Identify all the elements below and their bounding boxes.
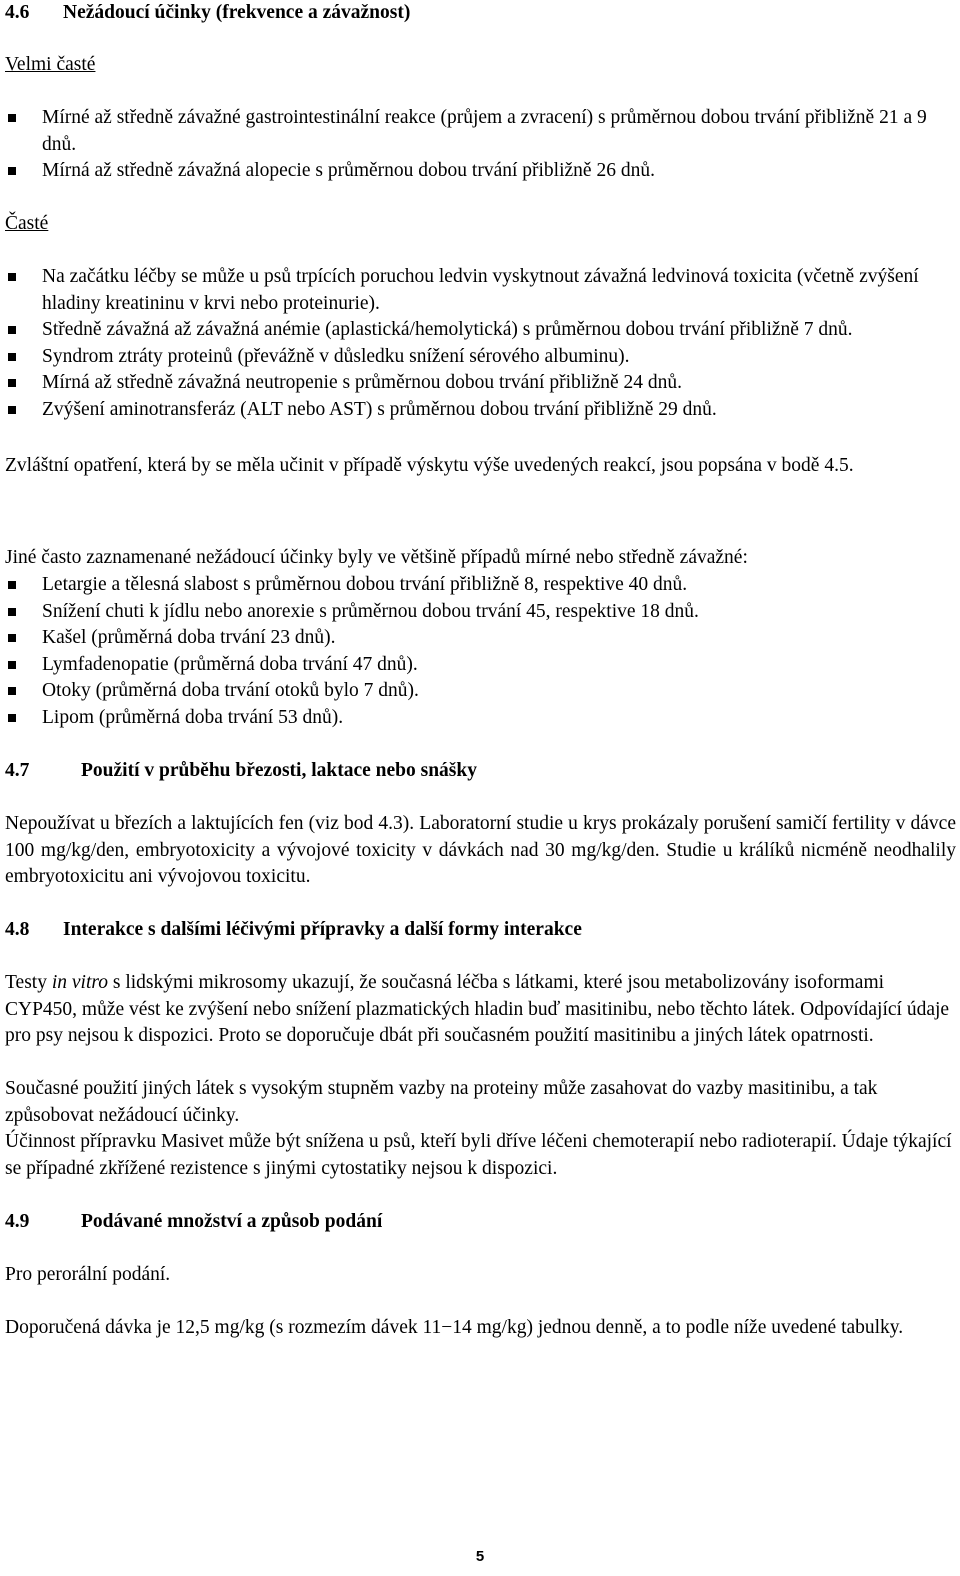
section-heading-4-9: 4.9 Podávané množství a způsob podání <box>5 1211 383 1232</box>
section-4-7-body: Nepoužívat u březích a laktujících fen (viz bod 4.3). Laboratorní studie u krys prokázaly porušení samičí fertility v dávce 100 mg/kg/den, embryotoxicity a vývojové toxicity v dávkách nad 30 mg/kg/den. Studie u králíků nicméně neodhalily embryotoxicitu ani vývojovou toxicitu. <box>5 813 956 887</box>
dosage-paragraph: Doporučená dávka je 12,5 mg/kg (s rozmezím dávek 11−14 mg/kg) jednou denně, a to podle níže uvedené tabulky. <box>5 1317 904 1338</box>
page-number: 5 <box>475 1548 485 1565</box>
common-list <box>5 264 956 423</box>
interaction-paragraph-1: Testy in vitro s lidskými mikrosomy ukazují, že současná léčba s látkami, které jsou metabolizovány isoformami CYP450, může vést ke zvýšení nebo snížení plazmatických hladin buď masitinibu, nebo těchto látek. Odpovídající údaje pro psy nejsou k dispozici. Proto se doporučuje dbát při současném použití masitinibu a jiných látek opatrnosti. <box>5 972 950 1046</box>
section-heading-4-7: 4.7 Použití v průběhu březosti, laktace nebo snášky <box>5 760 477 781</box>
list-item: Mírné až středně závažné gastrointestinální reakce (průjem a zvracení) s průměrnou dobou trvání přibližně 21 a 9 dnů. <box>5 105 956 158</box>
list-item: Mírná až středně závažná alopecie s průměrnou dobou trvání přibližně 26 dnů. <box>5 158 956 185</box>
interaction-paragraph-3: Účinnost přípravku Masivet může být snížena u psů, kteří byli dříve léčeni chemoterapií nebo radioterapií. Údaje týkající se případné zkřížené rezistence s jinými cytostatiky nejsou k dispozici. <box>5 1131 952 1179</box>
very-common-list <box>5 105 956 185</box>
subheading-very-common: Velmi časté <box>5 54 96 75</box>
list-item: Středně závažná až závažná anémie (aplastická/hemolytická) s průměrnou dobou trvání přibližně 7 dnů. <box>5 317 956 344</box>
list-item: Na začátku léčby se může u psů trpících poruchou ledvin vyskytnout závažná ledvinová toxicita (včetně zvýšení hladiny kreatininu v krvi nebo proteinurie). <box>5 264 956 317</box>
list-item: Syndrom ztráty proteinů (převážně v důsledku snížení sérového albuminu). <box>5 344 956 371</box>
list-item: Snížení chuti k jídlu nebo anorexie s průměrnou dobou trvání 45, respektive 18 dnů. <box>5 599 956 626</box>
list-item: Lipom (průměrná doba trvání 53 dnů). <box>5 705 956 732</box>
list-item: Lymfadenopatie (průměrná doba trvání 47 dnů). <box>5 652 956 679</box>
other-effects-intro: Jiné často zaznamenané nežádoucí účinky byly ve většině případů mírné nebo středně závažné: <box>5 547 748 568</box>
list-item: Kašel (průměrná doba trvání 23 dnů). <box>5 625 956 652</box>
administration-route: Pro perorální podání. <box>5 1264 171 1285</box>
list-item: Otoky (průměrná doba trvání otoků bylo 7 dnů). <box>5 678 956 705</box>
list-item: Letargie a tělesná slabost s průměrnou dobou trvání přibližně 8, respektive 40 dnů. <box>5 572 956 599</box>
special-measures-paragraph: Zvláštní opatření, která by se měla učinit v případě výskytu výše uvedených reakcí, jsou popsána v bodě 4.5. <box>5 455 854 476</box>
list-item: Mírná až středně závažná neutropenie s průměrnou dobou trvání přibližně 24 dnů. <box>5 370 956 397</box>
section-heading-4-8: 4.8 Interakce s dalšími léčivými přípravky a další formy interakce <box>5 919 582 940</box>
list-item: Zvýšení aminotransferáz (ALT nebo AST) s průměrnou dobou trvání přibližně 29 dnů. <box>5 397 956 424</box>
interaction-paragraph-2: Současné použití jiných látek s vysokým stupněm vazby na proteiny může zasahovat do vazby masitinibu, a tak způsobovat nežádoucí účinky. <box>5 1078 878 1126</box>
section-heading-4-6: 4.6 Nežádoucí účinky (frekvence a závažnost) <box>5 2 411 23</box>
other-effects-list <box>5 572 956 731</box>
subheading-common: Časté <box>5 213 49 234</box>
